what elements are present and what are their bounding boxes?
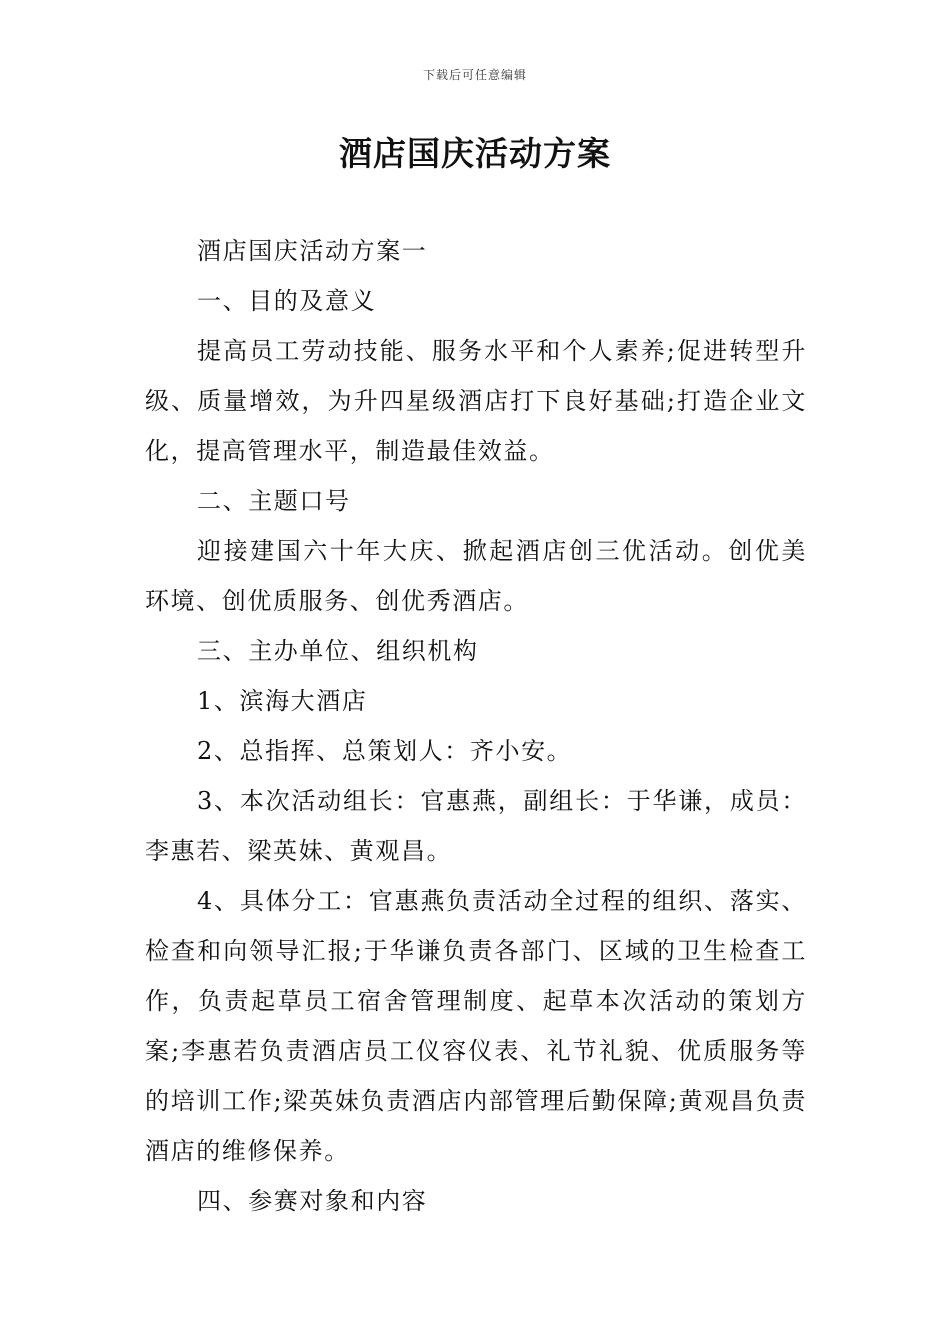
list-item-organizer-2: 2、总指挥、总策划人：齐小安。 <box>197 737 573 765</box>
list-item-organizer-3: 3、本次活动组长：官惠燕，副组长：于华谦，成员：李惠若、梁英妹、黄观昌。 <box>145 787 807 865</box>
document-body <box>145 226 807 1226</box>
list-item-organizer-1: 1、滨海大酒店 <box>197 687 368 715</box>
paragraph-slogan: 迎接建国六十年大庆、掀起酒店创三优活动。创优美环境、创优质服务、创优秀酒店。 <box>145 537 807 615</box>
header-note: 下载后可任意编辑 <box>422 68 527 82</box>
section-heading-slogan: 二、主题口号 <box>197 487 351 515</box>
paragraph-subtitle: 酒店国庆活动方案一 <box>197 237 428 265</box>
list-item-organizer-4: 4、具体分工：官惠燕负责活动全过程的组织、落实、检查和向领导汇报;于华谦负责各部门、区域的卫生检查工作，负责起草员工宿舍管理制度、起草本次活动的策划方案;李惠若负责酒店员工仪容仪表、礼节礼貌、优质服务等的培训工作;梁英妹负责酒店内部管理后勤保障;黄观昌负责酒店的维修保养。 <box>145 887 807 1165</box>
section-heading-participants: 四、参赛对象和内容 <box>197 1187 428 1215</box>
section-heading-purpose: 一、目的及意义 <box>197 287 377 315</box>
section-heading-organizer: 三、主办单位、组织机构 <box>197 637 479 665</box>
document-title: 酒店国庆活动方案 <box>339 134 611 173</box>
paragraph-purpose: 提高员工劳动技能、服务水平和个人素养;促进转型升级、质量增效，为升四星级酒店打下良好基础;打造企业文化，提高管理水平，制造最佳效益。 <box>145 337 807 465</box>
